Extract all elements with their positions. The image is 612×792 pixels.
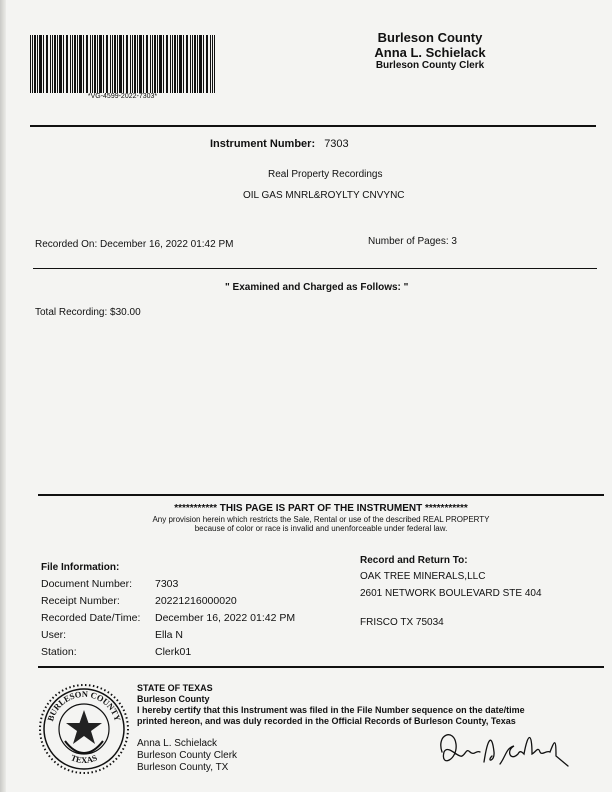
barcode-bar <box>97 35 98 93</box>
file-info-label: Recorded Date/Time: <box>41 612 141 624</box>
barcode-bar <box>163 35 164 93</box>
divider-top <box>30 125 596 127</box>
barcode-bar <box>186 35 188 93</box>
barcode-bar <box>94 35 96 93</box>
instrument-number-value: 7303 <box>324 138 349 150</box>
barcode-bar <box>157 35 158 93</box>
page-count-value: 3 <box>451 236 457 247</box>
county-header <box>330 30 530 71</box>
barcode-bar <box>77 35 78 93</box>
barcode-bar <box>99 35 102 93</box>
clerk-title: Burleson County Clerk <box>375 60 485 71</box>
signer-title: Burleson County Clerk <box>137 750 238 761</box>
barcode-bar <box>117 35 118 93</box>
scan-edge <box>0 0 6 792</box>
total-recording <box>35 307 141 318</box>
notice-line1: Any provision herein which restricts the Sale, Rental or use of the described REAL PROPERTY <box>152 515 490 524</box>
barcode-bar <box>130 35 131 93</box>
barcode-bar <box>63 35 64 93</box>
barcode-bar <box>92 35 93 93</box>
barcode-bar <box>197 35 198 93</box>
barcode-bar <box>134 35 136 93</box>
cert-text2: printed hereon, and was duly recorded in the Official Records of Burleson County, Texas <box>137 716 516 726</box>
barcode-bar <box>139 35 142 93</box>
barcode-bar <box>137 35 138 93</box>
barcode-bar <box>183 35 184 93</box>
file-info-heading: File Information: <box>41 562 120 573</box>
clerk-name: Anna L. Schielack <box>374 45 486 60</box>
file-info-value: December 16, 2022 01:42 PM <box>155 612 296 624</box>
barcode-bar <box>119 35 122 93</box>
cert-text1: I hereby certify that this Instrument was filed in the File Number sequence on the date/time <box>137 705 525 715</box>
notice-line2: because of color or race is invalid and unenforceable under federal law. <box>194 524 448 533</box>
return-to-heading: Record and Return To: <box>360 555 468 566</box>
file-info-label: Station: <box>41 646 77 658</box>
barcode-bar <box>50 35 51 93</box>
barcode-bar <box>194 35 196 93</box>
barcode-bar <box>166 35 168 93</box>
clerk-signature-image <box>432 722 572 777</box>
return-to-address1: 2601 NETWORK BOULEVARD STE 404 <box>360 588 542 599</box>
file-info-row <box>41 593 295 610</box>
barcode-bar <box>70 35 71 93</box>
barcode-bar <box>37 35 38 93</box>
barcode-bar <box>79 35 82 93</box>
return-to-address2: FRISCO TX 75034 <box>360 617 444 628</box>
barcode-bar <box>177 35 178 93</box>
notice-block <box>38 503 604 533</box>
barcode-bar <box>190 35 191 93</box>
recorded-on <box>35 239 233 250</box>
barcode-bar <box>46 35 48 93</box>
file-info-row <box>41 644 295 661</box>
file-info-label: Receipt Number: <box>41 595 120 607</box>
barcode-bar <box>126 35 128 93</box>
barcode-bar <box>152 35 153 93</box>
seal-bottom-text: TEXAS <box>69 752 99 766</box>
certification-block <box>137 683 525 727</box>
barcode-bar <box>150 35 151 93</box>
barcode-bar <box>72 35 73 93</box>
signer-block <box>137 738 237 774</box>
barcode-bar <box>52 35 53 93</box>
instrument-category: Real Property Recordings <box>268 169 383 180</box>
barcode-bar <box>66 35 68 93</box>
barcode-bar <box>206 35 208 93</box>
county-name: Burleson County <box>377 30 483 45</box>
barcode-bar <box>30 35 31 93</box>
barcode-bar <box>143 35 144 93</box>
divider-charges <box>33 268 597 269</box>
page-count-label: Number of Pages: <box>368 236 449 247</box>
county-seal-image <box>38 683 130 775</box>
barcode-bar <box>170 35 171 93</box>
barcode-bar <box>179 35 182 93</box>
cert-state: STATE OF TEXAS <box>137 683 213 693</box>
barcode-bar <box>86 35 88 93</box>
barcode-bar <box>34 35 36 93</box>
instrument-number-label: Instrument Number: <box>210 138 316 150</box>
return-to-block <box>360 555 542 628</box>
barcode-bar <box>83 35 84 93</box>
barcode-image <box>30 35 215 93</box>
barcode-bar <box>106 35 108 93</box>
barcode-bar <box>90 35 91 93</box>
barcode-bar <box>32 35 33 93</box>
file-info-value: Clerk01 <box>155 646 192 658</box>
signer-location: Burleson County, TX <box>137 762 229 773</box>
barcode-bar <box>110 35 111 93</box>
divider-notice <box>38 494 604 496</box>
total-recording-value: $30.00 <box>110 307 141 318</box>
divider-certification <box>38 666 604 668</box>
barcode-bar <box>54 35 56 93</box>
signer-name: Anna L. Schielack <box>137 738 218 749</box>
file-info-label: Document Number: <box>41 578 133 590</box>
barcode-bar <box>210 35 211 93</box>
barcode-bar <box>59 35 62 93</box>
barcode-bar <box>114 35 116 93</box>
instrument-number-row <box>210 138 349 150</box>
barcode-bar <box>212 35 213 93</box>
total-recording-label: Total Recording: <box>35 307 108 318</box>
barcode-bar <box>123 35 124 93</box>
recorded-on-label: Recorded On: <box>35 239 98 250</box>
barcode-bar <box>146 35 148 93</box>
barcode-bar <box>132 35 133 93</box>
recorded-on-value: December 16, 2022 01:42 PM <box>100 239 234 250</box>
notice-title: *********** THIS PAGE IS PART OF THE INSTRUMENT *********** <box>174 503 468 514</box>
file-info-value: 20221216000020 <box>155 595 237 607</box>
barcode-bar <box>103 35 104 93</box>
cert-county: Burleson County <box>137 694 210 704</box>
file-info-row <box>41 576 295 593</box>
barcode-bar <box>57 35 58 93</box>
barcode-bar <box>174 35 176 93</box>
file-info-value: Ella N <box>155 629 184 641</box>
file-info-value: 7303 <box>155 578 179 590</box>
barcode-bar <box>154 35 156 93</box>
barcode-bar <box>112 35 113 93</box>
barcode-bar <box>203 35 204 93</box>
file-info-label: User: <box>41 629 67 641</box>
barcode-bar <box>199 35 202 93</box>
barcode-bar <box>214 35 215 93</box>
barcode-bar <box>43 35 44 93</box>
charges-heading: " Examined and Charged as Follows: " <box>225 282 409 293</box>
barcode-bar <box>39 35 42 93</box>
barcode-bar <box>172 35 173 93</box>
barcode-bar <box>74 35 76 93</box>
file-info-table <box>41 576 295 661</box>
file-info-row <box>41 627 295 644</box>
return-to-name: OAK TREE MINERALS,LLC <box>360 571 486 582</box>
instrument-type: OIL GAS MNRL&ROYLTY CNVYNC <box>243 190 405 201</box>
page-count <box>368 236 457 247</box>
barcode-bar <box>159 35 162 93</box>
seal-top-text: BURLESON COUNTY <box>45 688 123 723</box>
barcode-text: *VG-4599-2022-7303* <box>87 93 158 100</box>
barcode-bar <box>192 35 193 93</box>
file-info-row <box>41 610 295 627</box>
